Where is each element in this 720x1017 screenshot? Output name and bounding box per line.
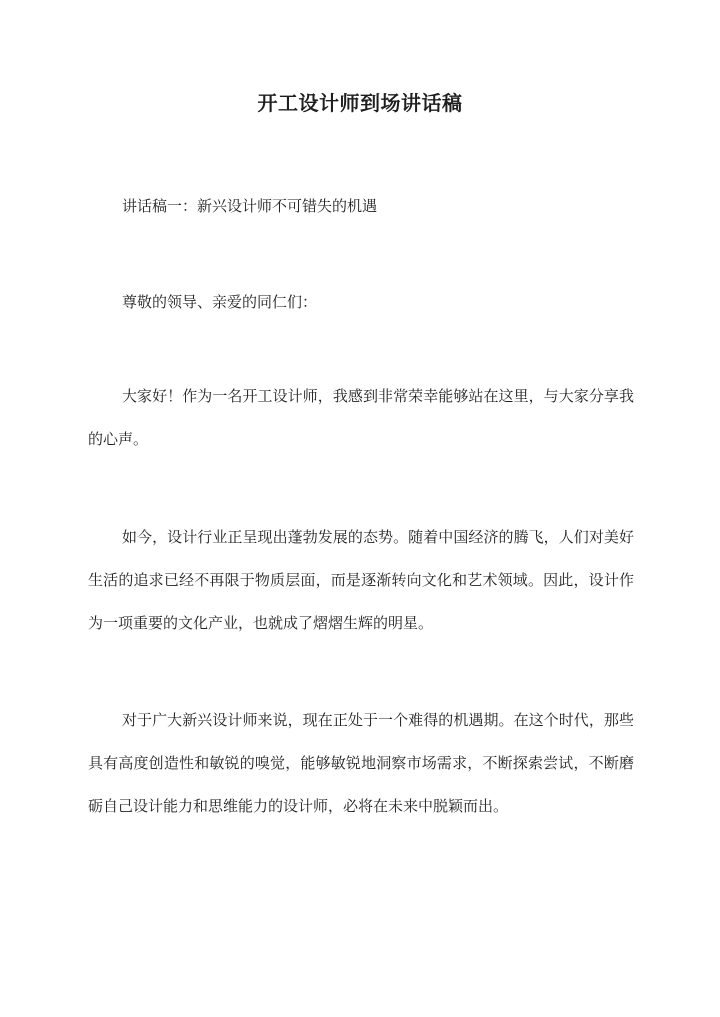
body-paragraph: 大家好！作为一名开工设计师，我感到非常荣幸能够站在这里，与大家分享我的心声。: [88, 387, 634, 448]
body-paragraph: 对于广大新兴设计师来说，现在正处于一个难得的机遇期。在这个时代，那些具有高度创造性和敏锐的嗅觉，能够敏锐地洞察市场需求，不断探索尝试，不断磨砺自己设计能力和思维能力的设计师，必将在未来中脱颖而出。: [88, 711, 634, 815]
greeting-line: 尊敬的领导、亲爱的同仁们：: [122, 293, 318, 311]
speech-subtitle: 讲话稿一：新兴设计师不可错失的机遇: [122, 197, 378, 215]
body-paragraph: 如今，设计行业正呈现出蓬勃发展的态势。随着中国经济的腾飞，人们对美好生活的追求已经不再限于物质层面，而是逐渐转向文化和艺术领域。因此，设计作为一项重要的文化产业，也就成了熠熠生辉的明星。: [88, 528, 634, 632]
document-title: 开工设计师到场讲话稿: [257, 91, 463, 115]
